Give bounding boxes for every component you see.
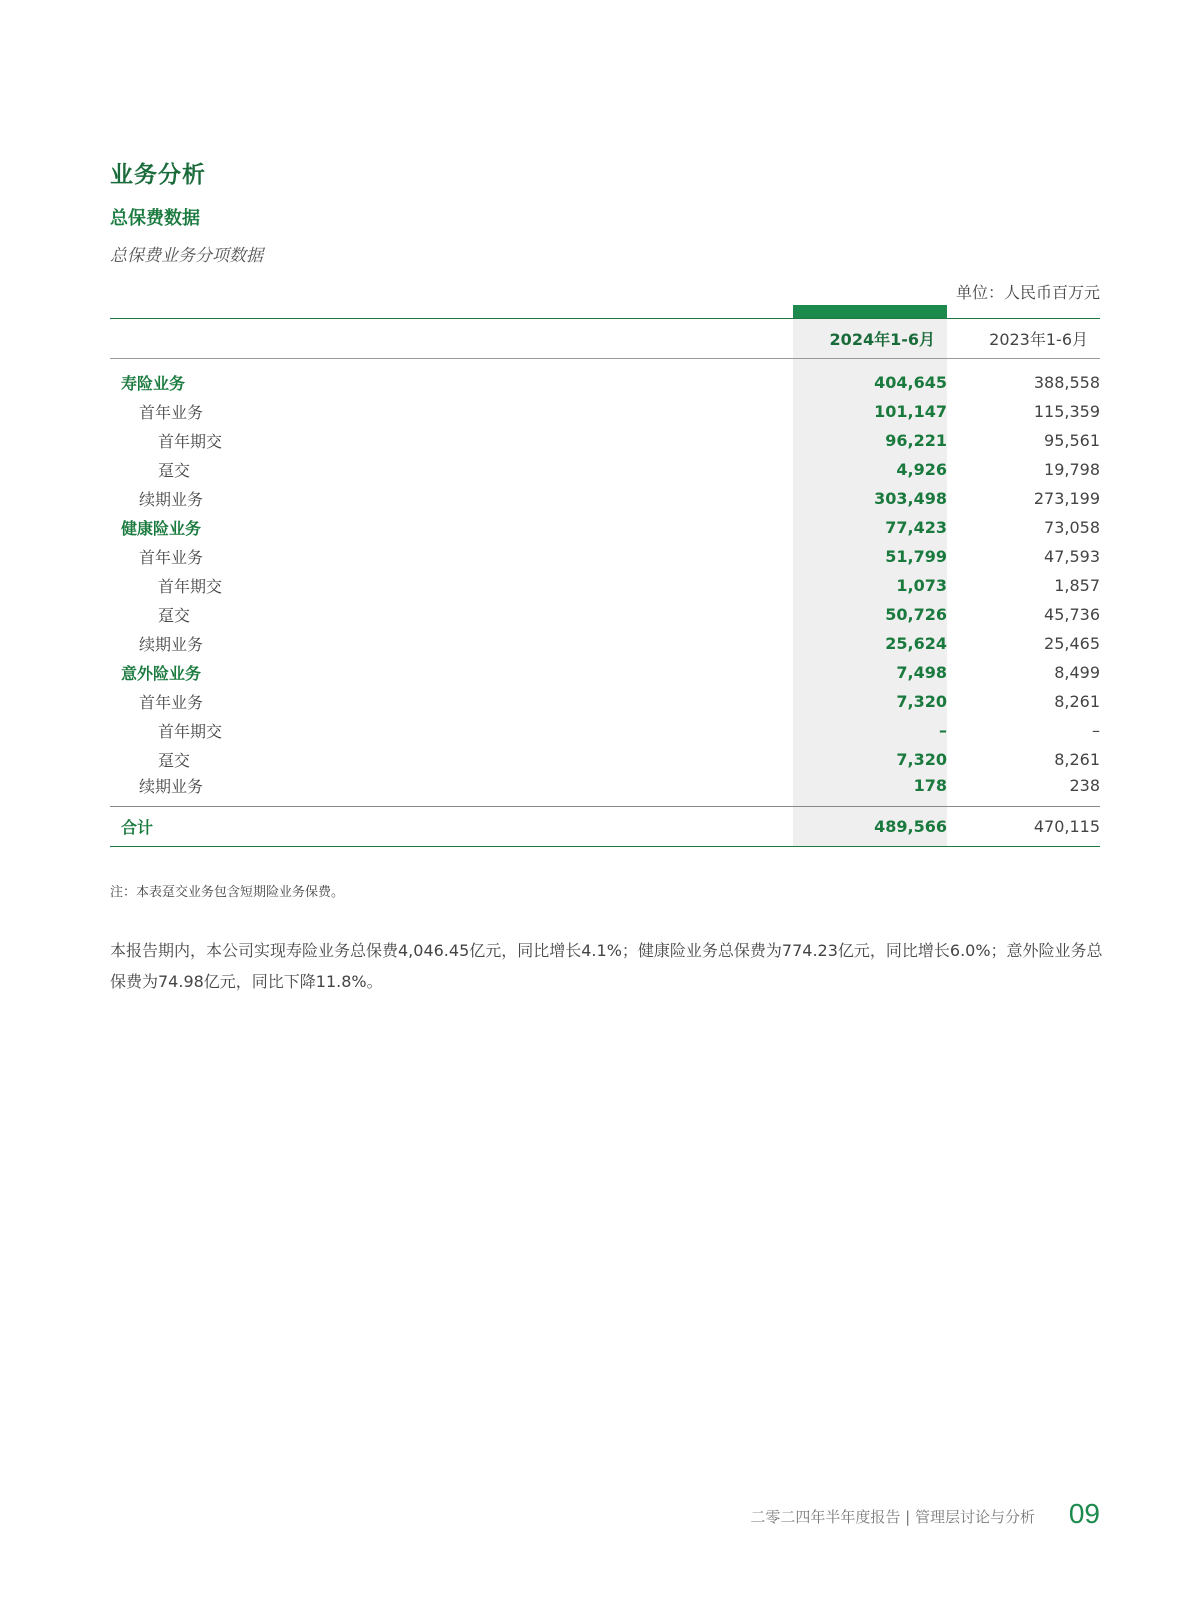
row-label: 趸交 [158, 605, 191, 625]
value-2023: 95,561 [1044, 430, 1100, 450]
value-2024: 4,926 [896, 459, 947, 479]
table-header-row [110, 319, 1100, 359]
value-2023: – [1092, 720, 1100, 740]
value-2023: 25,465 [1044, 633, 1100, 653]
value-2024: – [939, 720, 947, 740]
header-2024: 2024年1-6月 [829, 330, 935, 349]
value-2024: 178 [913, 775, 947, 795]
table-row [110, 513, 1100, 542]
table-note: 注：本表趸交业务包含短期险业务保费。 [110, 885, 345, 900]
value-2023: 388,558 [1033, 372, 1100, 392]
section-title: 业务分析 [110, 162, 206, 188]
value-2023: 8,261 [1054, 749, 1100, 769]
row-label: 寿险业务 [121, 373, 186, 393]
value-2024: 77,423 [885, 517, 947, 537]
table-row [110, 687, 1100, 716]
value-2023: 73,058 [1044, 517, 1100, 537]
table-body [110, 359, 1100, 807]
table-row [110, 484, 1100, 513]
value-2023: 8,499 [1054, 662, 1100, 682]
table-row [110, 774, 1100, 807]
row-label: 首年期交 [158, 431, 223, 451]
row-label: 意外险业务 [121, 663, 202, 683]
subsection-title: 总保费数据 [110, 208, 200, 229]
row-label: 首年业务 [139, 692, 204, 712]
footer-report-title: 二零二四年半年度报告 | 管理层讨论与分析 [750, 1508, 1035, 1526]
row-label: 首年业务 [139, 402, 204, 422]
total-value-2024: 489,566 [874, 816, 947, 836]
value-2024: 404,645 [874, 372, 947, 392]
table-row [110, 600, 1100, 629]
value-2024: 7,320 [896, 691, 947, 711]
value-2024: 25,624 [885, 633, 947, 653]
row-label: 续期业务 [139, 776, 204, 796]
value-2023: 8,261 [1054, 691, 1100, 711]
value-2024: 1,073 [896, 575, 947, 595]
value-2023: 115,359 [1033, 401, 1100, 421]
value-2023: 45,736 [1044, 604, 1100, 624]
total-value-2023: 470,115 [1033, 816, 1100, 836]
table-row [110, 571, 1100, 600]
header-2023: 2023年1-6月 [989, 330, 1088, 349]
value-2023: 1,857 [1054, 575, 1100, 595]
value-2024: 7,498 [896, 662, 947, 682]
table-caption: 总保费业务分项数据 [110, 246, 263, 266]
value-2024: 96,221 [885, 430, 947, 450]
table-row [110, 359, 1100, 397]
value-2023: 47,593 [1044, 546, 1100, 566]
row-label: 趸交 [158, 460, 191, 480]
value-2024: 7,320 [896, 749, 947, 769]
value-2023: 19,798 [1044, 459, 1100, 479]
table-row [110, 716, 1100, 745]
row-label: 续期业务 [139, 489, 204, 509]
row-label: 续期业务 [139, 634, 204, 654]
table-row [110, 542, 1100, 571]
body-paragraph: 本报告期内，本公司实现寿险业务总保费4,046.45亿元，同比增长4.1%；健康险业务总保费为774.23亿元，同比增长6.0%；意外险业务总保费为74.98亿元，同比下降11.8%。 [110, 941, 1103, 991]
header-label-column [110, 319, 793, 359]
table-row [110, 455, 1100, 484]
value-2024: 51,799 [885, 546, 947, 566]
unit-label: 单位：人民币百万元 [955, 283, 1100, 302]
value-2024: 50,726 [885, 604, 947, 624]
table-row [110, 629, 1100, 658]
value-2024: 303,498 [874, 488, 947, 508]
table-row [110, 658, 1100, 687]
row-label: 趸交 [158, 750, 191, 770]
page-number: 09 [1068, 1498, 1100, 1529]
premium-table [110, 318, 1100, 847]
value-2024: 101,147 [874, 401, 947, 421]
table-row [110, 745, 1100, 774]
total-label: 合计 [121, 817, 154, 837]
value-2023: 273,199 [1033, 488, 1100, 508]
value-2023: 238 [1069, 775, 1100, 795]
row-label: 健康险业务 [121, 518, 202, 538]
row-label: 首年期交 [158, 721, 223, 741]
total-row [110, 806, 1100, 846]
row-label: 首年期交 [158, 576, 223, 596]
highlight-column-bar [793, 305, 947, 318]
table-row [110, 397, 1100, 426]
table-row [110, 426, 1100, 455]
row-label: 首年业务 [139, 547, 204, 567]
